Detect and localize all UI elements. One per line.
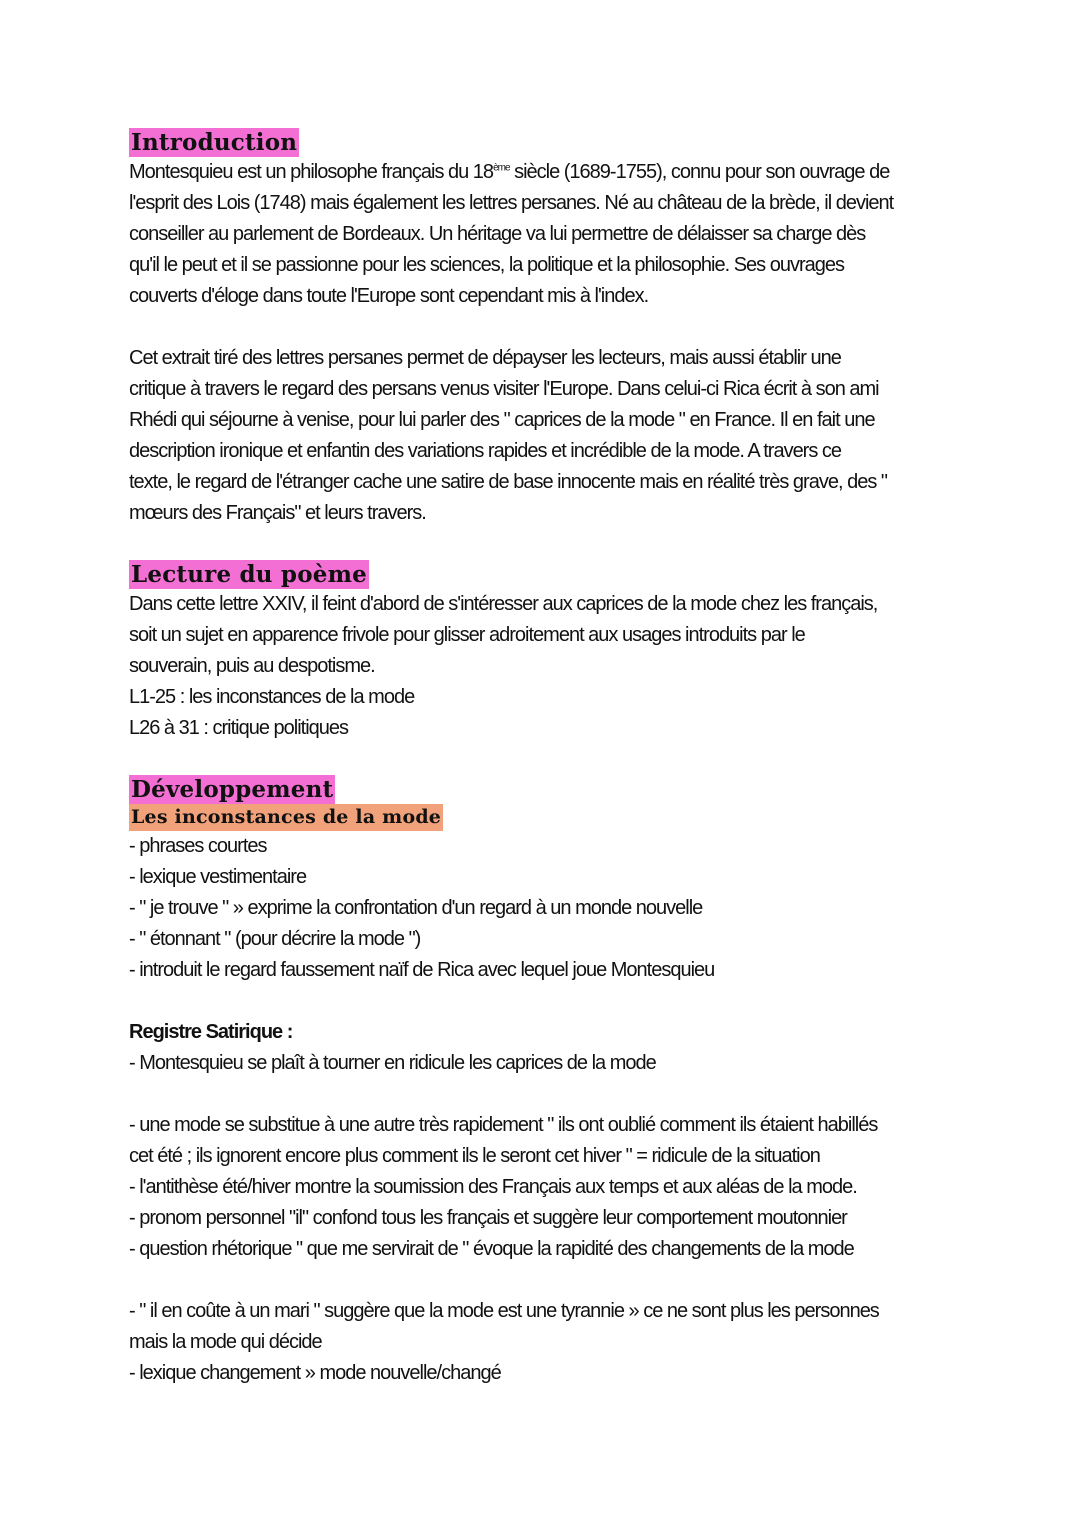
- lecture-line: Dans cette lettre XXIV, il feint d'abord de s'intéresser aux caprices de la mode chez les français,: [129, 593, 878, 615]
- spacer: [129, 986, 959, 1017]
- intro-line: qu'il le peut et il se passionne pour les sciences, la politique et la philosophie. Ses ouvrages: [129, 254, 844, 276]
- spacer: [129, 529, 959, 560]
- lecture-heading: Lecture du poème: [131, 561, 367, 588]
- bullet-item: - lexique vestimentaire: [129, 866, 307, 888]
- satire-line: - l'antithèse été/hiver montre la soumission des Français aux temps et aux aléas de la mode.: [129, 1176, 857, 1198]
- bullet-item: - phrases courtes: [129, 835, 267, 857]
- intro-line-rest: siècle (1689-1755), connu pour son ouvrage de: [509, 161, 890, 183]
- intro2-line: Cet extrait tiré des lettres persanes permet de dépayser les lecteurs, mais aussi établir une: [129, 347, 841, 369]
- spacer: [129, 744, 959, 775]
- tyrannie-line: - " il en coûte à un mari " suggère que la mode est une tyrannie » ce ne sont plus les personnes: [129, 1300, 879, 1322]
- tyrannie-line: mais la mode qui décide: [129, 1331, 322, 1353]
- inconstances-subheading: Les inconstances de la mode: [129, 804, 443, 831]
- spacer: [129, 312, 959, 343]
- developpement-heading: Développement: [131, 776, 334, 803]
- intro2-line: Rhédi qui séjourne à venise, pour lui parler des " caprices de la mode " en France. Il en fait une: [129, 409, 875, 431]
- bullet-item: - " étonnant " (pour décrire la mode "): [129, 928, 421, 950]
- section-lecture: [129, 560, 959, 744]
- document-content: [129, 128, 959, 1389]
- satire-line: cet été ; ils ignorent encore plus comment ils le seront cet hiver " = ridicule de la situation: [129, 1145, 820, 1167]
- spacer: [129, 1079, 959, 1110]
- intro2-line: texte, le regard de l'étranger cache une satire de base innocente mais en réalité très grave, des ": [129, 471, 887, 493]
- satire-line: - pronom personnel "il" confond tous les français et suggère leur comportement moutonnier: [129, 1207, 847, 1229]
- introduction-heading: Introduction: [131, 129, 298, 156]
- lecture-line: L26 à 31 : critique politiques: [129, 717, 349, 739]
- intro-line: conseiller au parlement de Bordeaux. Un héritage va lui permettre de délaisser sa charge dès: [129, 223, 866, 245]
- registre-label: Registre Satirique :: [129, 1021, 293, 1043]
- section-developpement: [129, 775, 959, 1389]
- registre-line: - Montesquieu se plaît à tourner en ridicule les caprices de la mode: [129, 1052, 656, 1074]
- intro-line: [129, 157, 959, 188]
- satire-line: - question rhétorique " que me servirait de " évoque la rapidité des changements de la mode: [129, 1238, 854, 1260]
- intro2-line: description ironique et enfantin des variations rapides et incrédible de la mode. A travers ce: [129, 440, 842, 462]
- spacer: [129, 1265, 959, 1296]
- satire-line: - une mode se substitue à une autre très rapidement " ils ont oublié comment ils étaient habillés: [129, 1114, 878, 1136]
- lecture-line: soit un sujet en apparence frivole pour glisser adroitement aux usages introduits par le: [129, 624, 805, 646]
- superscript: ème: [493, 162, 510, 174]
- bullet-item: - introduit le regard faussement naïf de Rica avec lequel joue Montesquieu: [129, 959, 715, 981]
- intro-line-start: Montesquieu est un philosophe français du 18: [129, 161, 494, 183]
- intro-line: couverts d'éloge dans toute l'Europe sont cependant mis à l'index.: [129, 285, 649, 307]
- intro2-line: critique à travers le regard des persans venus visiter l'Europe. Dans celui-ci Rica écrit à son ami: [129, 378, 879, 400]
- intro-line: l'esprit des Lois (1748) mais également les lettres persanes. Né au château de la brède, il devient: [129, 192, 894, 214]
- lecture-line: L1-25 : les inconstances de la mode: [129, 686, 415, 708]
- section-intro-paragraph-2: [129, 343, 959, 529]
- lecture-line: souverain, puis au despotisme.: [129, 655, 375, 677]
- intro2-line: mœurs des Français" et leurs travers.: [129, 502, 426, 524]
- tyrannie-line: - lexique changement » mode nouvelle/changé: [129, 1362, 501, 1384]
- section-introduction: [129, 128, 959, 312]
- bullet-item: - " je trouve " » exprime la confrontation d'un regard à un monde nouvelle: [129, 897, 703, 919]
